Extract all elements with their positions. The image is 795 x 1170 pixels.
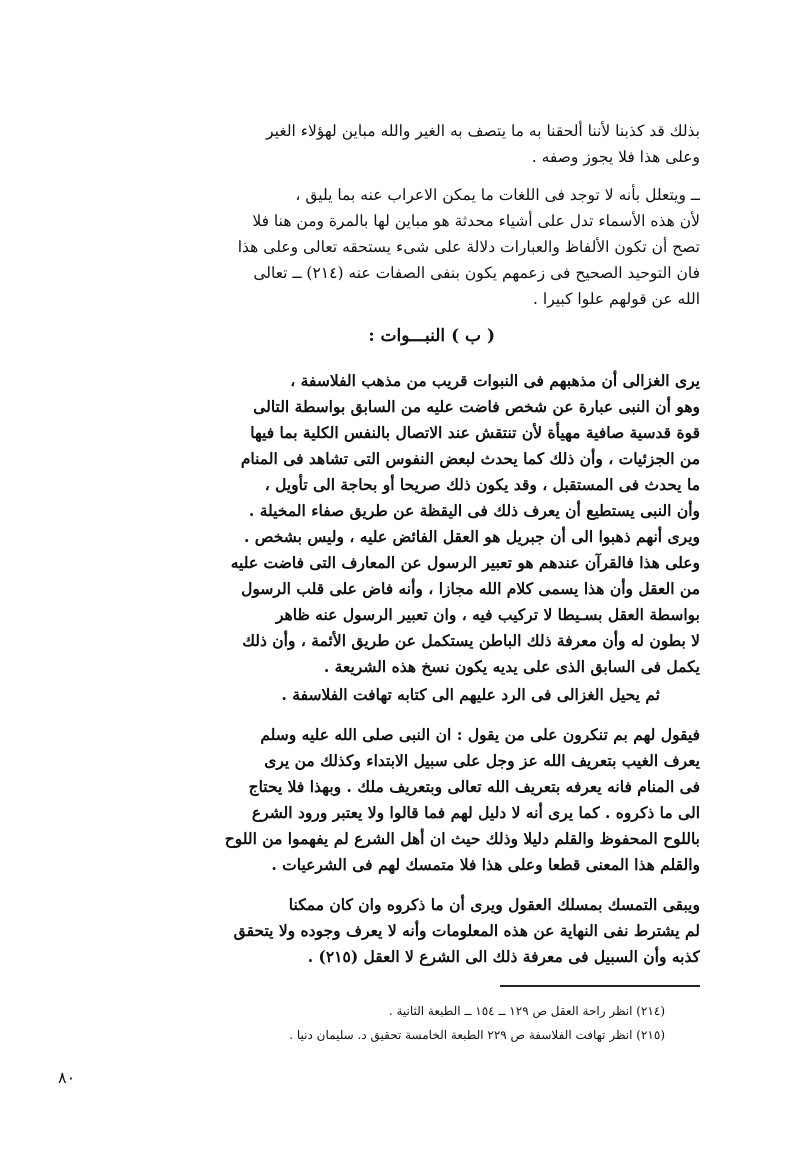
text-line: كذبه وأن السبيل فى معرفة ذلك الى الشرع لا العقل (٢١٥) . bbox=[307, 947, 700, 966]
text-line: فيقول لهم بم تنكرون على من يقول : ان النبى صلى الله عليه وسلم bbox=[260, 725, 700, 744]
text-line: قوة قدسية صافية مهيأة لأن تنتقش عند الاتصال بالنفس الكلية بما فيها bbox=[250, 423, 700, 442]
text-line: بواسطة العقل بسـيطا لا تركيب فيه ، وان تعبير الرسول عنه ظاهر bbox=[276, 605, 700, 624]
paragraph-language bbox=[75, 182, 700, 312]
text-line: وهو أن النبى عبارة عن شخص فاضت عليه من السابق بواسطة التالى bbox=[253, 397, 700, 416]
text-line: لا بطون له وأن معرفة ذلك الباطن يستكمل عن طريق الأئمة ، وأن ذلك bbox=[242, 631, 700, 650]
text-line: وعلى هذا فالقرآن عندهم هو تعبير الرسول عن المعارف التى فاضت عليه bbox=[230, 553, 700, 572]
text-line: فان التوحيد الصحيح فى زعمهم يكون بنفى الصفات عنه (٢١٤) ــ تعالى bbox=[253, 264, 700, 282]
text-line: تصح أن تكون الألفاظ والعبارات دلالة على شىء يستحقه تعالى وعلى هذا bbox=[237, 238, 700, 256]
text-line: وعلى هذا فلا يجوز وصفه . bbox=[531, 148, 700, 166]
text-line: ما يحدث فى المستقبل ، وقد يكون ذلك صريحا أو بحاجة الى تأويل ، bbox=[264, 475, 700, 494]
text-line: بذلك قد كذبنا لأننا ألحقنا به ما يتصف به الغير والله مباين لهؤلاء الغير bbox=[266, 122, 700, 140]
text-line: يرى الغزالى أن مذهبهم فى النبوات قريب من مذهب الفلاسفة ، bbox=[290, 371, 700, 390]
paragraph-response bbox=[75, 722, 700, 878]
section-heading: ( ب ) النبـــوات : bbox=[368, 326, 495, 346]
paragraph-intro bbox=[75, 118, 700, 170]
footnote-215: (٢١٥) انظر تهافت الفلاسفة ص ٢٢٩ الطبعة الخامسة تحقيق د. سليمان دنيا . bbox=[289, 1028, 665, 1042]
text-line: يكمل فى السابق الذى على يديه يكون نسخ هذه الشريعة . bbox=[323, 657, 700, 676]
text-line: لم يشترط نفى النهاية عن هذه المعلومات وأنه لا يعرف وجوده ولا يتحقق bbox=[233, 921, 700, 940]
text-line: ثم يحيل الغزالى فى الرد عليهم الى كتابه تهافت الفلاسفة . bbox=[281, 685, 660, 704]
text-line: الى ما ذكروه . كما يرى أنه لا دليل لهم فما قالوا ولا يعتبر ورود الشرع bbox=[251, 803, 700, 822]
text-line: باللوح المحفوظ والقلم دليلا وذلك حيث ان أهل الشرع لم يفهموا من اللوح bbox=[224, 829, 700, 848]
text-line: من العقل وأن هذا يسمى كلام الله مجازا ، وأنه فاض على قلب الرسول bbox=[241, 579, 700, 598]
text-line: الله عن قولهم علوا كبيرا . bbox=[533, 290, 700, 308]
text-line: من الجزئيات ، وأن ذلك كما يحدث لبعض النفوس التى تشاهد فى المنام bbox=[240, 449, 700, 468]
paragraph-refer bbox=[75, 682, 700, 708]
text-line: ــ ويتعلل بأنه لا توجد فى اللغات ما يمكن الاعراب عنه بما يليق ، bbox=[295, 186, 700, 204]
page-number: ٨٠ bbox=[58, 1068, 76, 1087]
footnote-separator bbox=[500, 985, 700, 987]
paragraph-reason bbox=[75, 892, 700, 970]
text-line: لأن هذه الأسماء تدل على أشياء محدثة هو مباين لها بالمرة ومن هنا فلا bbox=[252, 212, 700, 230]
text-line: وأن النبى يستطيع أن يعرف ذلك فى اليقظة عن طريق صفاء المخيلة . bbox=[248, 501, 700, 520]
text-line: ويرى أنهم ذهبوا الى أن جبريل هو العقل الفائض عليه ، وليس بشخص . bbox=[244, 527, 700, 546]
paragraph-prophecy bbox=[75, 368, 700, 680]
footnote-214: (٢١٤) انظر راحة العقل ص ١٢٩ ــ ١٥٤ ــ الطبعة الثانية . bbox=[388, 1004, 665, 1018]
text-line: ويبقى التمسك بمسلك العقول ويرى أن ما ذكروه وان كان ممكنا bbox=[288, 895, 700, 914]
text-line: والقلم هذا المعنى قطعا وعلى هذا فلا متمسك لهم فى الشرعيات . bbox=[271, 855, 700, 874]
text-line: فى المنام فانه يعرفه بتعريف الله تعالى وبتعريف ملك . وبهذا فلا يحتاج bbox=[248, 777, 700, 796]
text-line: يعرف الغيب بتعريف الله عز وجل على سبيل الابتداء وكذلك من يرى bbox=[264, 751, 700, 770]
